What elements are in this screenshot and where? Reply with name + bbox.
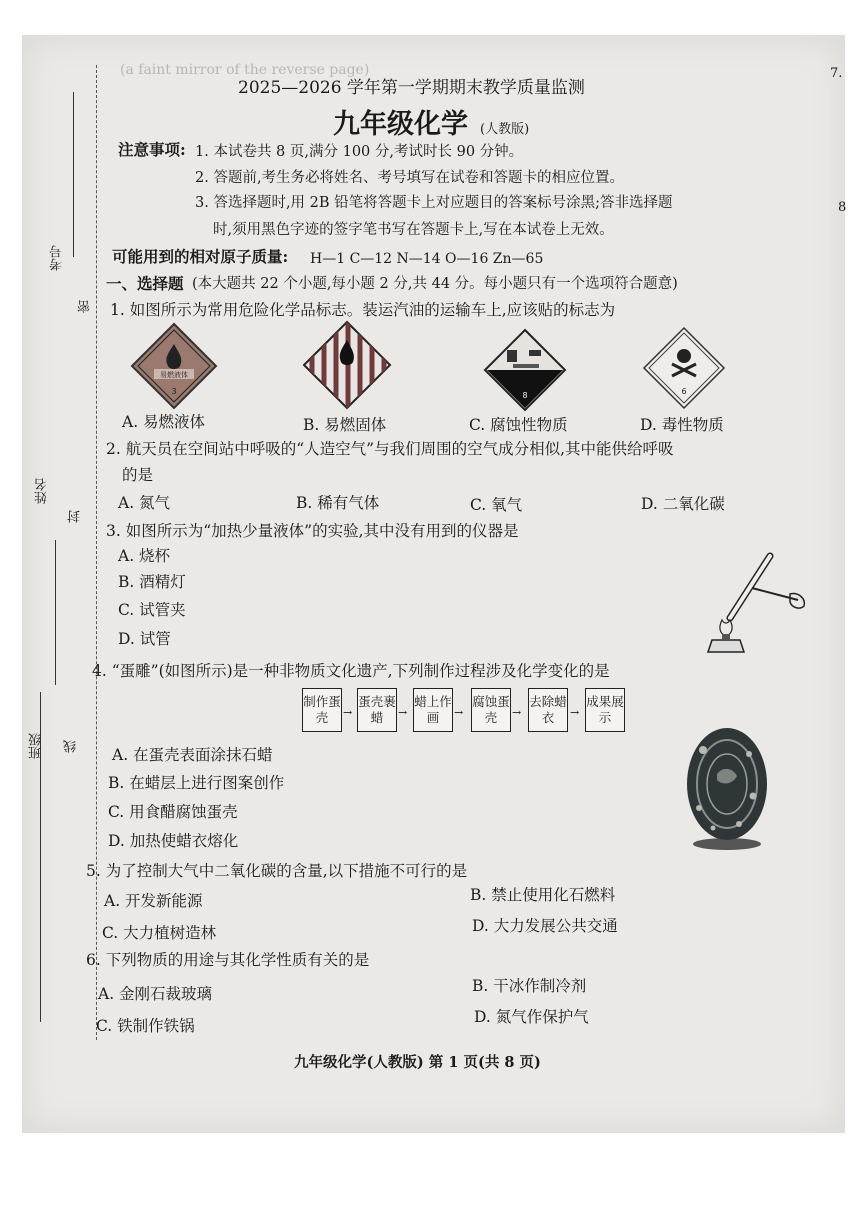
page-footer: 九年级化学(人教版) 第 1 页(共 8 页) — [294, 1054, 541, 1071]
q6-option-c: C. 铁制作铁锅 — [96, 1017, 195, 1035]
subject-title: 九年级化学 — [333, 109, 468, 140]
q1-option-b: B. 易燃固体 — [303, 416, 387, 434]
flow-arrow-1: → — [343, 706, 353, 719]
notice-item-3: 3. 答选择题时,用 2B 铅笔将答题卡上对应题目的答案标号涂黑;答非选择题 — [195, 195, 673, 211]
q3-option-d: D. 试管 — [118, 630, 171, 648]
q5-stem: 5. 为了控制大气中二氧化碳的含量,以下措施不可行的是 — [86, 862, 468, 880]
hazard-class-3: 3 — [171, 387, 177, 396]
hazard-sign-toxic — [642, 326, 726, 410]
exam-no-label: 考号 — [50, 245, 65, 271]
feng-mark: 封 — [68, 510, 83, 523]
edge-mark-top: 7. — [830, 66, 843, 81]
flow-arrow-2: → — [398, 706, 408, 719]
flow-step-2: 蛋壳裹蜡 — [357, 688, 397, 732]
q5-option-a: A. 开发新能源 — [104, 892, 203, 910]
q1-option-d: D. 毒性物质 — [640, 416, 724, 434]
hazard-class-6: 6 — [681, 387, 687, 396]
flow-arrow-4: → — [512, 706, 522, 719]
q6-option-d: D. 氮气作保护气 — [474, 1008, 589, 1026]
q2-option-d: D. 二氧化碳 — [641, 495, 725, 513]
q5-option-d: D. 大力发展公共交通 — [472, 917, 618, 935]
edge-mark-mid: 8 — [838, 200, 847, 215]
heating-liquid-illustration — [700, 548, 810, 658]
q1-option-c: C. 腐蚀性物质 — [469, 416, 568, 434]
q3-option-a: A. 烧杯 — [118, 547, 171, 565]
edition-tag: (人教版) — [480, 122, 530, 137]
line-mark: 线 — [64, 740, 79, 753]
q3-stem: 3. 如图所示为“加热少量液体”的实验,其中没有用到的仪器是 — [106, 522, 519, 540]
q5-option-b: B. 禁止使用化石燃料 — [470, 886, 616, 904]
atomic-mass-label: 可能用到的相对原子质量: — [112, 247, 289, 266]
hazard-sign-flammable-liquid — [130, 322, 218, 410]
flow-arrow-5: → — [570, 706, 580, 719]
egg-carving-image — [683, 724, 771, 852]
flow-step-1: 制作蛋壳 — [302, 688, 342, 732]
q6-option-b: B. 干冰作制冷剂 — [472, 977, 587, 995]
notice-label: 注意事项: — [118, 140, 186, 159]
q1-stem: 1. 如图所示为常用危险化学品标志。装运汽油的运输车上,应该贴的标志为 — [110, 301, 616, 319]
seal-mark: 密 — [78, 300, 93, 313]
q2-stem-line2: 的是 — [122, 466, 154, 484]
exam-title: 2025—2026 学年第一学期期末教学质量监测 — [238, 78, 585, 98]
q5-option-c: C. 大力植树造林 — [102, 924, 217, 942]
flow-step-4: 腐蚀蛋壳 — [471, 688, 511, 732]
q2-stem-line1: 2. 航天员在空间站中呼吸的“人造空气”与我们周围的空气成分相似,其中能供给呼吸 — [106, 440, 674, 458]
flow-arrow-3: → — [454, 706, 464, 719]
hazard-sign-text: 易燃液体 — [160, 371, 188, 379]
name-label: 姓名 — [35, 478, 50, 504]
binding-dashed-line — [96, 65, 97, 1040]
q6-stem: 6. 下列物质的用途与其化学性质有关的是 — [86, 951, 370, 969]
hazard-sign-corrosive — [483, 328, 567, 412]
q4-option-b: B. 在蜡层上进行图案创作 — [108, 774, 285, 792]
bleed-through-text: (a faint mirror of the reverse page) — [120, 62, 370, 78]
q1-option-a: A. 易燃液体 — [122, 413, 206, 431]
q3-option-b: B. 酒精灯 — [118, 573, 186, 591]
flow-step-6: 成果展示 — [585, 688, 625, 732]
q4-option-a: A. 在蛋壳表面涂抹石蜡 — [112, 746, 273, 764]
q3-option-c: C. 试管夹 — [118, 601, 186, 619]
section-title: 一、选择题 — [106, 274, 184, 293]
atomic-mass-values: H—1 C—12 N—14 O—16 Zn—65 — [310, 251, 544, 267]
flow-step-3: 蜡上作画 — [413, 688, 453, 732]
hazard-class-8: 8 — [522, 391, 528, 400]
q4-stem: 4. “蛋雕”(如图所示)是一种非物质文化遗产,下列制作过程涉及化学变化的是 — [92, 662, 610, 680]
class-label: 班级 — [29, 733, 44, 759]
hazard-sign-flammable-solid — [302, 320, 392, 410]
q4-option-c: C. 用食醋腐蚀蛋壳 — [108, 803, 238, 821]
name-line — [55, 540, 56, 685]
notice-item-2: 2. 答题前,考生务必将姓名、考号填写在试卷和答题卡的相应位置。 — [195, 170, 625, 186]
q2-option-a: A. 氮气 — [118, 494, 171, 512]
notice-item-4: 时,须用黑色字迹的签字笔书写在答题卡上,写在本试卷上无效。 — [213, 222, 614, 238]
q4-option-d: D. 加热使蜡衣熔化 — [108, 832, 239, 850]
q2-option-c: C. 氧气 — [470, 496, 523, 514]
flow-step-5: 去除蜡衣 — [528, 688, 568, 732]
q6-option-a: A. 金刚石裁玻璃 — [98, 985, 213, 1003]
section-desc: (本大题共 22 个小题,每小题 2 分,共 44 分。每小题只有一个选项符合题意) — [192, 276, 678, 292]
notice-item-1: 1. 本试卷共 8 页,满分 100 分,考试时长 90 分钟。 — [195, 144, 524, 160]
exam-no-line — [73, 92, 74, 257]
q2-option-b: B. 稀有气体 — [296, 494, 380, 512]
